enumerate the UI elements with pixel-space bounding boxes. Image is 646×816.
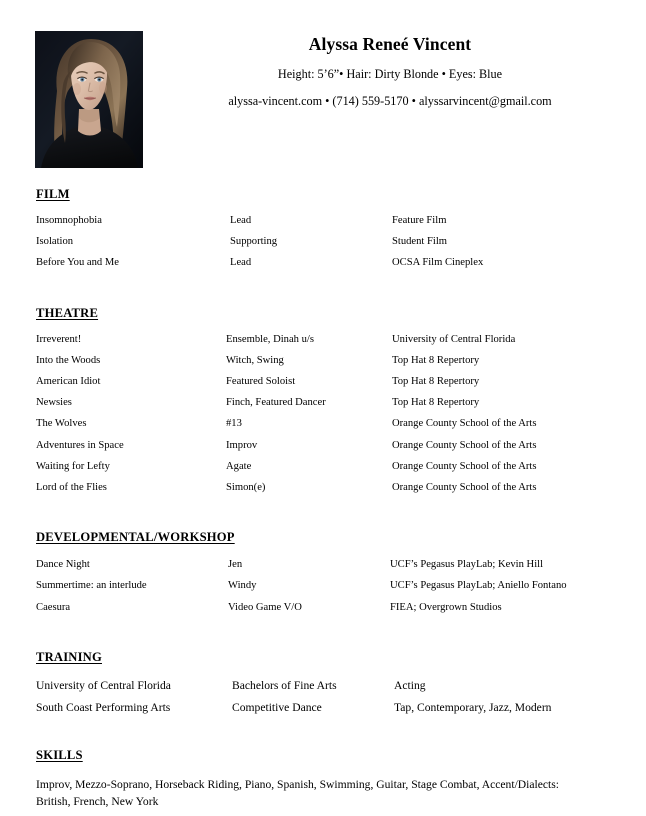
credit-company: Orange County School of the Arts — [392, 439, 537, 451]
credit-role: Lead — [230, 257, 252, 269]
candidate-stats: Height: 5’6”• Hair: Dirty Blonde • Eyes: Blue — [277, 66, 503, 81]
headshot-photo — [35, 31, 143, 168]
credit-role: Featured Soloist — [226, 375, 296, 387]
table-row — [36, 397, 646, 418]
table-row — [36, 440, 646, 461]
credit-title: American Idiot — [36, 375, 101, 387]
table-row — [36, 376, 646, 397]
training-rows — [36, 679, 646, 722]
table-row — [36, 559, 646, 580]
table-row — [36, 580, 646, 601]
credit-company: OCSA Film Cineplex — [392, 257, 484, 269]
credit-title: Isolation — [36, 236, 74, 248]
section-training — [36, 623, 646, 722]
film-rows — [36, 215, 646, 279]
table-row — [36, 701, 646, 723]
table-row — [36, 602, 646, 623]
table-row — [36, 461, 646, 482]
credit-company: FIEA; Overgrown Studios — [390, 601, 502, 613]
table-row — [36, 679, 646, 701]
table-row — [36, 355, 646, 376]
credit-company: UCF’s Pegasus PlayLab; Aniello Fontano — [390, 580, 567, 592]
credit-role: Jen — [228, 559, 243, 571]
section-film — [36, 180, 646, 279]
developmental-rows — [36, 559, 646, 623]
credit-role: Windy — [228, 580, 257, 592]
theatre-rows — [36, 334, 646, 504]
table-row — [36, 236, 646, 257]
credit-role: Supporting — [230, 236, 278, 248]
table-row — [36, 418, 646, 439]
credit-company: University of Central Florida — [392, 333, 516, 345]
credit-title: Caesura — [36, 601, 71, 613]
credit-role: Lead — [230, 215, 252, 226]
credit-company: Orange County School of the Arts — [392, 481, 537, 493]
header-text-block — [150, 34, 630, 110]
credit-title: Dance Night — [36, 559, 90, 571]
credit-title: Insomnophobia — [36, 215, 102, 226]
credit-title: Before You and Me — [36, 257, 119, 269]
candidate-name: Alyssa Reneé Vincent — [308, 34, 472, 54]
credit-title: Irreverent! — [36, 333, 82, 345]
resume-header — [0, 0, 646, 180]
credit-company: Top Hat 8 Repertory — [392, 354, 480, 366]
table-row — [36, 257, 646, 278]
credit-title: Summertime: an interlude — [36, 580, 147, 592]
training-focus: Tap, Contemporary, Jazz, Modern — [394, 700, 552, 714]
credit-role: #13 — [226, 418, 242, 430]
training-focus: Acting — [394, 679, 426, 693]
training-institution: University of Central Florida — [36, 679, 171, 693]
credit-role: Video Game V/O — [228, 601, 302, 613]
credit-title: The Wolves — [36, 418, 87, 430]
credit-company: Feature Film — [392, 215, 447, 226]
section-skills — [36, 722, 646, 811]
credit-company: Orange County School of the Arts — [392, 460, 537, 472]
section-heading-film: FILM — [36, 187, 70, 201]
credit-company: Top Hat 8 Repertory — [392, 397, 480, 409]
credit-company: Top Hat 8 Repertory — [392, 375, 480, 387]
credit-company: Orange County School of the Arts — [392, 418, 537, 430]
credit-role: Simon(e) — [226, 481, 266, 493]
section-heading-developmental: DEVELOPMENTAL/WORKSHOP — [36, 530, 235, 545]
credit-title: Into the Woods — [36, 354, 101, 366]
credit-role: Improv — [226, 439, 258, 451]
table-row — [36, 215, 646, 236]
training-institution: South Coast Performing Arts — [36, 700, 171, 714]
credit-role: Ensemble, Dinah u/s — [226, 333, 314, 345]
table-row — [36, 482, 646, 503]
training-program: Bachelors of Fine Arts — [232, 679, 337, 693]
section-developmental-workshop — [36, 503, 646, 623]
candidate-contact: alyssa-vincent.com • (714) 559-5170 • alyssarvincent@gmail.com — [228, 93, 552, 108]
training-program: Competitive Dance — [232, 700, 322, 714]
table-row — [36, 334, 646, 355]
credit-role: Witch, Swing — [226, 354, 284, 366]
credit-role: Finch, Featured Dancer — [226, 397, 326, 409]
credit-company: UCF’s Pegasus PlayLab; Kevin Hill — [390, 559, 544, 571]
credit-title: Lord of the Flies — [36, 481, 107, 493]
credit-role: Agate — [226, 460, 252, 472]
section-heading-theatre: THEATRE — [36, 305, 99, 320]
credit-title: Newsies — [36, 397, 72, 409]
credit-title: Waiting for Lefty — [36, 460, 110, 472]
credit-company: Student Film — [392, 236, 448, 248]
section-heading-training: TRAINING — [36, 650, 102, 665]
section-theatre — [36, 279, 646, 504]
skills-list: Improv, Mezzo-Soprano, Horseback Riding, Piano, Spanish, Swimming, Guitar, Stage Combat, Accent/Dialects: British, French, New York — [36, 778, 559, 809]
credit-title: Adventures in Space — [36, 439, 124, 451]
section-heading-skills: SKILLS — [36, 748, 83, 763]
resume-body — [0, 180, 646, 811]
